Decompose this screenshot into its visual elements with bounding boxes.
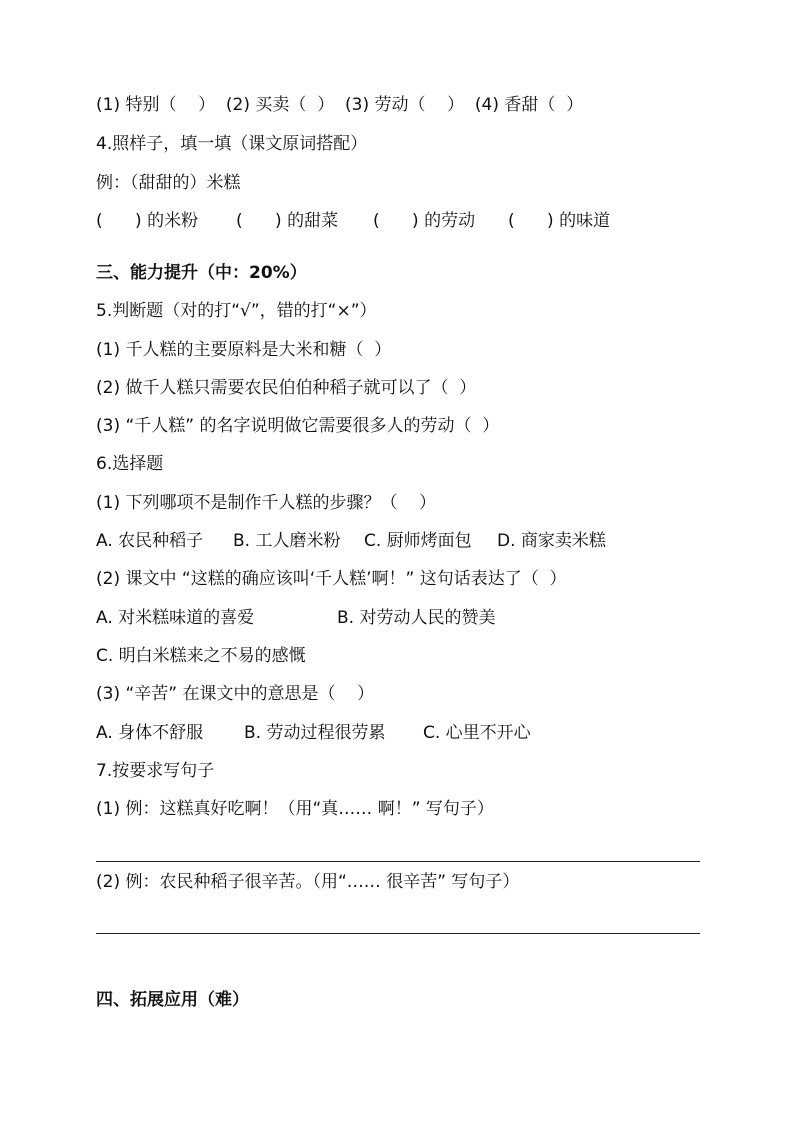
- q7-title: 7.按要求写句子: [96, 761, 215, 781]
- q4-blank-2: ( ) 的甜菜: [236, 211, 339, 231]
- q6-q2-option-b: B. 对劳动人民的赞美: [337, 608, 496, 628]
- q5-item-2: (2) 做千人糕只需要农民伯伯种稻子就可以了（ ）: [96, 378, 477, 398]
- q5-item-3: (3) “千人糕” 的名字说明做它需要很多人的劳动（ ）: [96, 416, 500, 436]
- q6-q2-option-c: C. 明白米糕来之不易的感慨: [96, 646, 306, 666]
- q5-item-1: (1) 千人糕的主要原料是大米和糖（ ）: [96, 340, 392, 360]
- q4-blank-1: ( ) 的米粉: [96, 211, 199, 231]
- q6-q1-option-d: D. 商家卖米糕: [497, 531, 606, 551]
- q4-blank-4: ( ) 的味道: [508, 211, 611, 231]
- section-4-title: 四、拓展应用（难）: [96, 990, 249, 1010]
- q7-item-1: (1) 例：这糕真好吃啊！（用“真…… 啊！” 写句子）: [96, 799, 494, 819]
- q7-item-2: (2) 例：农民种稻子很辛苦。（用“…… 很辛苦” 写句子）: [96, 872, 520, 892]
- section-3-title: 三、能力提升（中：20%）: [96, 263, 307, 283]
- q4-example: 例：（甜甜的）米糕: [96, 173, 241, 193]
- q4-title: 4.照样子，填一填（课文原词搭配）: [96, 134, 368, 154]
- q6-q3-option-c: C. 心里不开心: [423, 723, 531, 743]
- q5-title: 5.判断题（对的打“√”，错的打“×”）: [96, 301, 377, 321]
- q6-q3-option-b: B. 劳动过程很劳累: [244, 723, 386, 743]
- q6-q1-option-b: B. 工人磨米粉: [233, 531, 341, 551]
- q6-question-1: (1) 下列哪项不是制作千人糕的步骤？（ ）: [96, 493, 437, 513]
- q6-q2-option-a: A. 对米糕味道的喜爱: [96, 608, 255, 628]
- q6-question-2: (2) 课文中 “这糕的确应该叫‘千人糕’啊！” 这句话表达了（ ）: [96, 569, 567, 589]
- q6-q1-option-c: C. 厨师烤面包: [364, 531, 472, 551]
- q6-q1-option-a: A. 农民种稻子: [96, 531, 204, 551]
- answer-line-1[interactable]: [96, 861, 700, 862]
- q4-blank-3: ( ) 的劳动: [373, 211, 476, 231]
- answer-line-2[interactable]: [96, 933, 700, 934]
- q6-q3-option-a: A. 身体不舒服: [96, 723, 204, 743]
- q3-items: (1) 特别（ ） (2) 买卖（ ） (3) 劳动（ ） (4) 香甜（ ）: [96, 95, 584, 115]
- q6-question-3: (3) “辛苦” 在课文中的意思是（ ）: [96, 684, 375, 704]
- q6-title: 6.选择题: [96, 454, 164, 474]
